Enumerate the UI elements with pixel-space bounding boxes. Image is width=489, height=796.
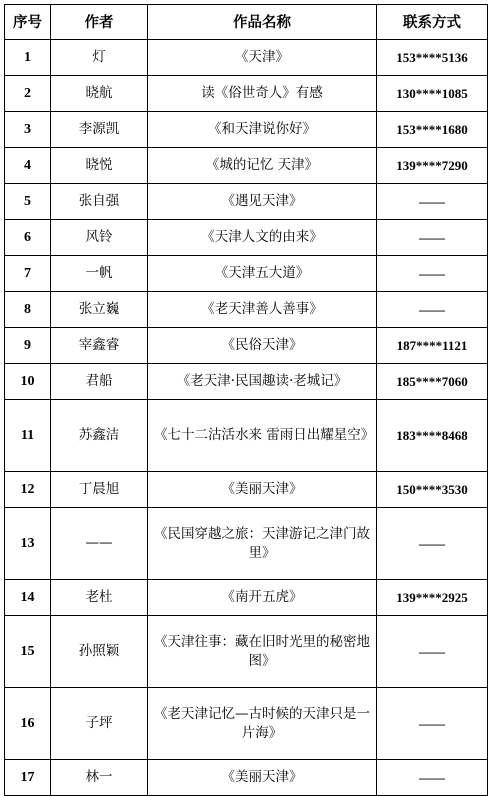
row-author: 丁晨旭 [51,472,148,508]
row-number: 4 [5,148,51,184]
row-work-title: 《七十二沽活水来 雷雨日出耀星空》 [148,400,377,472]
table-row [5,580,488,616]
row-work-title: 《美丽天津》 [148,472,377,508]
table-row [5,148,488,184]
table-row [5,220,488,256]
row-author: —— [51,508,148,580]
row-number: 16 [5,688,51,760]
row-work-title: 《民国穿越之旅：天津游记之津门故里》 [148,508,377,580]
row-work-title: 《天津往事：藏在旧时光里的秘密地图》 [148,616,377,688]
table-row [5,364,488,400]
table-row [5,400,488,472]
row-contact: 183****8468 [377,400,488,472]
row-author: 张自强 [51,184,148,220]
row-author: 林一 [51,760,148,796]
table-row [5,292,488,328]
submissions-table [4,4,488,796]
row-number: 5 [5,184,51,220]
row-contact: 187****1121 [377,328,488,364]
row-work-title: 《天津》 [148,40,377,76]
row-number: 1 [5,40,51,76]
row-work-title: 《南开五虎》 [148,580,377,616]
row-contact: —— [377,184,488,220]
row-number: 14 [5,580,51,616]
table-row [5,256,488,292]
row-number: 15 [5,616,51,688]
table-row [5,688,488,760]
row-author: 子坪 [51,688,148,760]
row-work-title: 《天津人文的由来》 [148,220,377,256]
row-number: 6 [5,220,51,256]
row-contact: 185****7060 [377,364,488,400]
row-contact: —— [377,256,488,292]
row-contact: —— [377,760,488,796]
row-work-title: 《城的记忆 天津》 [148,148,377,184]
row-number: 7 [5,256,51,292]
row-work-title: 《老天津·民国趣读·老城记》 [148,364,377,400]
table-row [5,40,488,76]
row-author: 晓悦 [51,148,148,184]
row-work-title: 《老天津善人善事》 [148,292,377,328]
row-author: 灯 [51,40,148,76]
row-author: 晓航 [51,76,148,112]
row-number: 3 [5,112,51,148]
row-contact: —— [377,220,488,256]
row-contact: 150****3530 [377,472,488,508]
row-number: 13 [5,508,51,580]
row-author: 张立巍 [51,292,148,328]
row-author: 宰鑫睿 [51,328,148,364]
row-number: 12 [5,472,51,508]
row-number: 11 [5,400,51,472]
row-author: 老杜 [51,580,148,616]
row-work-title: 读《俗世奇人》有感 [148,76,377,112]
header-work-title: 作品名称 [148,5,377,40]
row-number: 17 [5,760,51,796]
table-row [5,508,488,580]
row-contact: 153****5136 [377,40,488,76]
row-contact: 139****2925 [377,580,488,616]
row-work-title: 《遇见天津》 [148,184,377,220]
row-contact: —— [377,508,488,580]
row-contact: —— [377,292,488,328]
row-work-title: 《和天津说你好》 [148,112,377,148]
row-number: 2 [5,76,51,112]
row-number: 10 [5,364,51,400]
table-row [5,328,488,364]
header-author: 作者 [51,5,148,40]
row-work-title: 《民俗天津》 [148,328,377,364]
row-work-title: 《老天津记忆—古时候的天津只是一片海》 [148,688,377,760]
row-contact: 130****1085 [377,76,488,112]
table-row [5,760,488,796]
row-author: 孙照颖 [51,616,148,688]
table-row [5,472,488,508]
header-row [5,5,488,40]
row-work-title: 《天津五大道》 [148,256,377,292]
table-row [5,76,488,112]
row-contact: —— [377,688,488,760]
row-author: 一帆 [51,256,148,292]
row-author: 风铃 [51,220,148,256]
row-author: 君船 [51,364,148,400]
table-row [5,112,488,148]
header-number: 序号 [5,5,51,40]
row-author: 苏鑫洁 [51,400,148,472]
row-contact: 139****7290 [377,148,488,184]
row-author: 李源凯 [51,112,148,148]
header-contact: 联系方式 [377,5,488,40]
table-row [5,184,488,220]
row-contact: —— [377,616,488,688]
row-number: 8 [5,292,51,328]
row-contact: 153****1680 [377,112,488,148]
table-row [5,616,488,688]
row-number: 9 [5,328,51,364]
row-work-title: 《美丽天津》 [148,760,377,796]
